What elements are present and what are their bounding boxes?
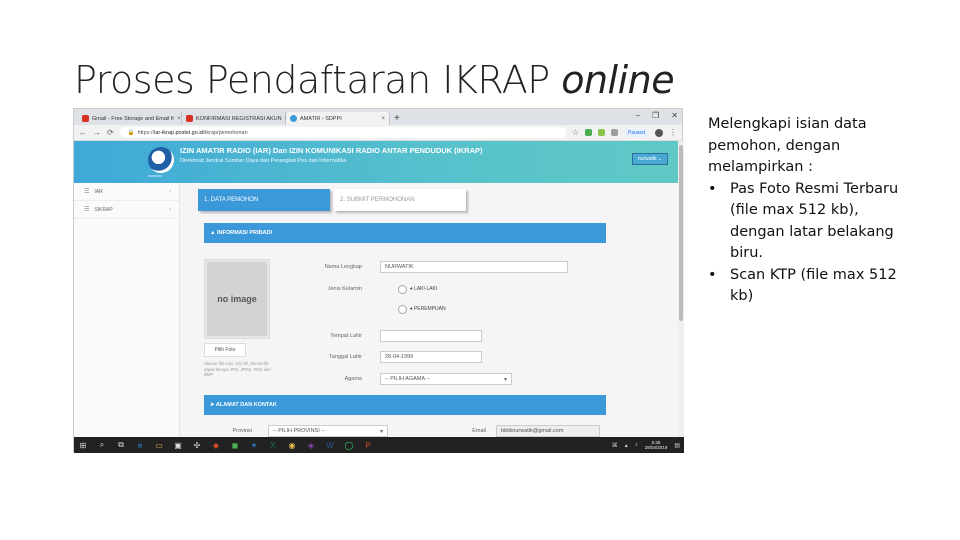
powerpoint-icon[interactable]: P [365,440,371,450]
site-favicon-icon [290,115,297,122]
close-window-icon[interactable]: ✕ [671,111,678,120]
notification-icon[interactable]: ▴ [624,442,628,449]
agama-select-value: -- PILIH AGAMA -- [385,376,430,382]
slide-title [74,58,674,102]
notes-intro: Melengkapi isian data pemohon, dengan melampirkan : [708,116,867,175]
extension-icon[interactable] [585,129,592,136]
action-center-icon[interactable]: ▤ [674,442,680,449]
system-tray [612,440,680,451]
label-jenis-kelamin: Jenis Kelamin [327,286,362,292]
label-agama: Agama [344,376,362,382]
bookmark-star-icon[interactable]: ☆ [571,128,580,137]
tab-label: KONFIRMASI REGISTRASI AKUN [196,115,282,122]
label-nama: Nama Lengkap [324,264,362,270]
excel-icon[interactable]: X [270,440,276,450]
gmail-icon [82,115,89,122]
notes-bullet: • Scan KTP (file max 512 kb) [708,265,908,308]
task-view-icon[interactable]: ⧉ [118,440,124,449]
step-submit-permohonan[interactable]: 2. SUBMIT PERMOHONAN [334,189,466,211]
extension-icon[interactable] [611,129,618,136]
main-content [180,183,678,437]
email-input[interactable]: bibiknurwatik@gmail.com [496,425,600,437]
nama-input[interactable]: NURWATIK [380,261,568,273]
site-header [74,141,678,183]
step-data-pemohon[interactable]: 1. DATA PEMOHON [198,189,330,211]
extension-icon[interactable] [598,129,605,136]
paused-badge[interactable]: Paused [624,129,649,137]
menu-dots-icon[interactable]: ⋮ [669,128,677,137]
tempat-lahir-input[interactable] [380,330,482,342]
whatsapp-icon[interactable]: ◯ [344,440,354,450]
label-tempat-lahir: Tempat Lahir [330,333,362,339]
url-input[interactable] [120,127,566,138]
browser-tab-bar [74,109,682,125]
browser-tab-gmail[interactable] [78,112,182,125]
list-icon: ☰ [84,207,90,213]
user-menu-button[interactable]: nurwatik ⌄ [632,153,668,165]
radio-label-perempuan: ♦ PEREMPUAN [410,306,446,312]
slide-title-main: Proses Pendaftaran IKRAP [74,58,562,102]
clock-date: 28/04/2019 [644,445,668,450]
clock-time: 5:35 [651,439,661,445]
chevron-right-icon: › [169,206,171,213]
sidebar-item-iar[interactable] [74,183,179,201]
forward-icon[interactable]: → [93,128,101,137]
list-icon: ☰ [84,189,90,195]
page-scrollbar[interactable] [678,141,684,437]
sidebar-item-label: IAR [94,188,103,195]
url-path: /ikrap/pemohonan [203,129,248,136]
kominfo-logo [148,147,174,173]
edge-icon[interactable]: e [137,440,143,450]
app-icon[interactable]: ◆ [212,440,220,450]
windows-start-icon[interactable]: ⊞ [79,440,87,450]
network-icon[interactable]: ⌘ [611,442,618,449]
form-card [180,217,678,437]
file-explorer-icon[interactable]: ▭ [155,440,163,450]
photo-frame [204,259,270,339]
taskbar-clock[interactable] [645,440,668,451]
window-controls [636,111,678,120]
browser-screenshot [73,108,683,452]
back-icon[interactable]: ← [79,128,87,137]
provinsi-select[interactable] [268,425,388,437]
close-icon[interactable]: × [381,115,385,122]
label-provinsi: Provinsi [232,428,252,434]
url-prefix: https:// [137,129,155,136]
label-email: Email [472,428,486,434]
reload-icon[interactable]: ⟳ [107,128,114,137]
browser-tab-konfirmasi[interactable] [182,112,286,125]
agama-select[interactable] [380,373,512,385]
label-tanggal-lahir: Tanggal Lahir [328,354,362,360]
app-icon[interactable]: ◈ [307,440,315,450]
chevron-right-icon: › [169,188,171,195]
section-address-contact: ➤ ALAMAT DAN KONTAK [204,395,606,415]
profile-avatar[interactable] [655,129,663,137]
provinsi-select-value: -- PILIH PROVINSI -- [273,428,325,434]
url-host: iar-ikrap.postel.go.id [154,129,204,136]
tab-label: Gmail - Free Storage and Email fr [92,115,175,122]
sidebar [74,183,180,437]
store-icon[interactable]: ▣ [174,440,182,450]
volume-icon[interactable]: ♪ [634,442,638,448]
scrollbar-thumb[interactable] [679,145,683,321]
maximize-icon[interactable]: ❐ [652,111,660,120]
windows-taskbar [74,437,684,453]
tab-label: AMATIR - SDPPI [300,115,342,122]
chrome-icon[interactable]: ◉ [288,440,296,450]
site-subtitle: Direktorat Jendral Sumber Daya dan Perangkat Pos dan Informatika [180,158,347,164]
search-icon[interactable]: ⌕ [99,440,105,449]
browser-tab-amatir[interactable] [286,112,390,125]
site-title: IZIN AMATIR RADIO (IAR) Dan IZIN KOMUNIKASI RADIO ANTAR PENDUDUK (IKRAP) [180,146,483,155]
lock-icon: 🔒 [127,129,135,136]
new-tab-icon[interactable]: + [394,113,400,124]
notes-list [708,179,908,308]
gmail-icon [186,115,193,122]
minimize-icon[interactable]: – [635,111,641,120]
tanggal-lahir-input[interactable]: 28-04-1999 [380,351,482,363]
radio-label-laki-laki: ♦ LAKI-LAKI [410,286,438,292]
radio-laki-laki[interactable] [398,285,407,294]
sidebar-item-sikrap[interactable] [74,201,179,219]
section-personal-info: ▲ INFORMASI PRIBADI [204,223,606,243]
logo-text: KOMINFO [148,174,162,178]
app-icon[interactable]: ◼ [231,440,239,450]
app-icon[interactable]: ✶ [250,440,258,450]
address-bar [74,125,682,141]
wizard-steps [198,189,466,211]
close-icon[interactable]: × [177,115,181,122]
slide-notes [708,114,908,308]
slide-title-italic: online [561,58,675,102]
radio-perempuan[interactable] [398,305,407,314]
app-icon[interactable]: ✣ [193,440,201,450]
sidebar-item-label: SIKRAP [94,206,113,213]
photo-placeholder: no image [207,262,267,336]
photo-note: Ukuran file max. 512 kb, format file dapat berupa JPG, JPEG, PNG dan BMP [204,361,271,377]
choose-photo-button[interactable]: Pilih Foto [204,343,246,357]
word-icon[interactable]: W [326,440,334,450]
notes-bullet: • Pas Foto Resmi Terbaru (file max 512 kb), dengan latar belakang biru. [708,179,908,265]
